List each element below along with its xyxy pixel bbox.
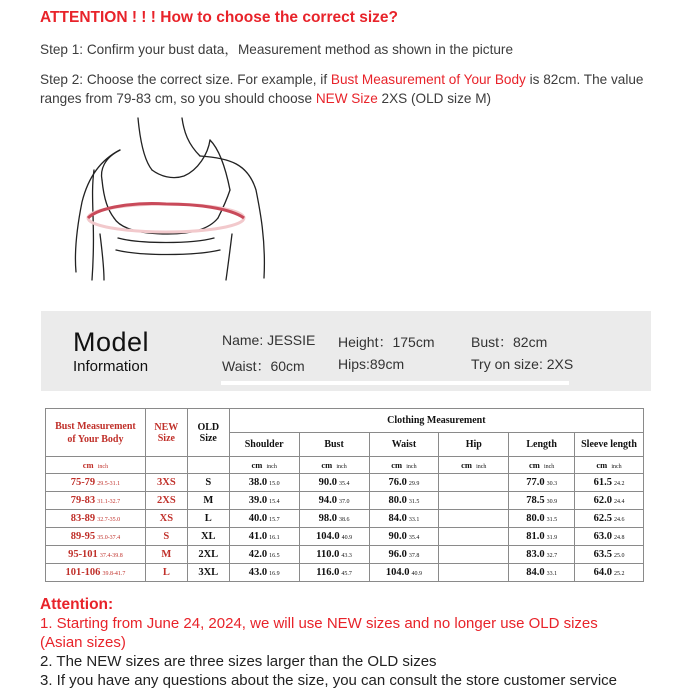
sleeve-inch: 24.4 [613,499,625,505]
range-value: 75-79 [70,477,96,488]
header-waist: Waist [369,433,439,457]
sleeve-cell [575,528,644,546]
header-hip: Hip [439,433,509,457]
bust-value: 116.0 [316,567,340,578]
sleeve-value: 62.5 [593,513,612,524]
range-inch: 32.7-35.0 [97,517,121,523]
new-size-value: S [163,531,170,542]
table-row [46,492,644,510]
table-row [46,528,644,546]
sleeve-cell [575,510,644,528]
shoulder-cell [229,474,299,492]
step-2-text [40,70,643,108]
bust-cell [299,492,369,510]
waist-cell [369,492,439,510]
old-size-cell [187,546,229,564]
sleeve-inch: 24.6 [613,517,625,523]
waist-value: 76.0 [388,477,407,488]
header-bust-measurement: Bust Measurement of Your Body [46,409,146,457]
new-size-cell [145,528,187,546]
shoulder-inch: 15.0 [269,481,280,487]
model-name: Name: JESSIE [222,332,316,348]
range-inch: 35.0-37.4 [97,535,121,541]
waist-value: 96.0 [388,549,407,560]
waist-inch: 35.4 [408,535,420,541]
header-bust: Bust [299,433,369,457]
step-1-text: Step 1: Confirm your bust data，Measurement method as shown in the picture [40,42,514,57]
waist-inch: 29.9 [408,481,420,487]
shoulder-value: 42.0 [248,549,268,560]
shoulder-inch: 16.1 [269,535,280,541]
sleeve-value: 64.0 [593,567,612,578]
waist-cell [369,546,439,564]
range-inch: 39.8-41.7 [102,571,126,577]
hip-cell [439,474,509,492]
sleeve-cell [575,564,644,582]
header-old-size-label: OLD Size [197,421,220,444]
new-size-cell [145,564,187,582]
waist-value: 80.0 [388,495,407,506]
unit-inch: inch [97,464,109,470]
shoulder-inch: 15.4 [269,499,280,505]
length-inch: 32.7 [546,553,558,559]
attention-item-1: 1. Starting from June 24, 2024, we will use NEW sizes and no longer use OLD sizes [40,615,598,632]
range-value: 95-101 [68,549,98,560]
length-value: 81.0 [526,531,545,542]
unit-cell [46,457,146,474]
hip-cell [439,510,509,528]
attention-item-1-cont: (Asian sizes) [40,634,126,651]
range-cell [46,510,146,528]
length-inch: 30.3 [546,481,558,487]
range-cell [46,528,146,546]
range-value: 89-95 [70,531,96,542]
length-cell [509,510,575,528]
bust-inch: 45.7 [341,571,352,577]
bust-value: 98.0 [318,513,337,524]
old-size-cell [187,564,229,582]
step-2-part: Step 2: Choose the correct size. For example, if [40,72,331,87]
header-shoulder: Shoulder [229,433,299,457]
new-size-cell [145,546,187,564]
waist-cell [369,528,439,546]
length-cell [509,474,575,492]
hip-cell [439,528,509,546]
shoulder-value: 39.0 [248,495,268,506]
model-subtitle: Information [73,358,149,375]
length-value: 83.0 [526,549,545,560]
sleeve-inch: 24.8 [613,535,625,541]
waist-value: 90.0 [388,531,407,542]
model-waist: Waist：60cm [222,358,305,374]
new-size-cell [145,474,187,492]
range-cell [46,492,146,510]
new-size-cell [145,510,187,528]
waist-inch: 40.9 [411,571,422,577]
bust-inch: 38.6 [339,517,350,523]
sleeve-value: 61.5 [593,477,612,488]
new-size-value: XS [159,513,174,524]
attention-title: Attention: [40,596,114,613]
waist-inch: 37.8 [408,553,420,559]
model-bust: Bust：82cm [471,334,548,350]
unit-inch: inch [266,464,277,470]
length-inch: 33.1 [546,571,558,577]
length-value: 80.0 [526,513,545,524]
unit-cell [369,457,439,474]
range-inch: 37.4-39.8 [99,553,123,559]
header-sleeve-length: Sleeve length [575,433,644,457]
sleeve-cell [575,492,644,510]
size-table [45,408,644,582]
unit-cell [229,457,299,474]
bust-cell [299,546,369,564]
shoulder-value: 41.0 [248,531,268,542]
old-size-value: 3XL [198,567,219,578]
old-size-cell [187,492,229,510]
range-inch: 31.1-32.7 [97,499,121,505]
length-inch: 30.9 [546,499,558,505]
header-new-size [145,409,187,457]
sleeve-inch: 25.0 [613,553,625,559]
table-row [46,510,644,528]
range-cell [46,564,146,582]
unit-cell [439,457,509,474]
bust-value: 90.0 [318,477,337,488]
length-value: 78.5 [526,495,545,506]
old-size-cell [187,510,229,528]
old-size-value: M [203,495,214,506]
sleeve-value: 62.0 [593,495,612,506]
bust-measurement-illustration [60,110,300,290]
length-cell [509,564,575,582]
length-value: 77.0 [526,477,545,488]
hip-cell [439,492,509,510]
hip-cell [439,546,509,564]
range-cell [46,474,146,492]
old-size-value: 2XL [198,549,219,560]
unit-cell [575,457,644,474]
step-2-highlight: NEW Size [315,91,378,106]
shoulder-cell [229,510,299,528]
bust-cell [299,510,369,528]
hip-cell [439,564,509,582]
table-row [46,474,644,492]
unit-cm: cm [82,460,94,470]
shoulder-value: 40.0 [248,513,268,524]
header-length: Length [509,433,575,457]
unit-cm: cm [596,460,608,470]
shoulder-inch: 15.7 [269,517,280,523]
tape-front [88,204,244,218]
old-size-value: L [204,513,212,524]
attention-item-2: 2. The NEW sizes are three sizes larger than the OLD sizes [40,653,437,670]
unit-cell [145,457,187,474]
unit-cm: cm [321,460,333,470]
waist-inch: 33.1 [408,517,420,523]
shoulder-inch: 16.5 [269,553,280,559]
old-size-cell [187,528,229,546]
bust-value: 110.0 [316,549,340,560]
range-value: 79-83 [70,495,96,506]
bust-inch: 37.0 [339,499,350,505]
bust-inch: 40.9 [341,535,353,541]
bust-cell [299,528,369,546]
step-2-part: 2XS (OLD size M) [377,91,492,106]
waist-inch: 31.5 [408,499,420,505]
header-clothing-measurement: Clothing Measurement [229,409,643,433]
old-size-value: S [205,477,212,488]
bust-value: 94.0 [318,495,337,506]
bust-inch: 35.4 [339,481,350,487]
header-new-size-label: NEW Size [154,421,179,444]
waist-cell [369,510,439,528]
header-old-size [187,409,229,457]
bust-cell [299,474,369,492]
unit-cm: cm [251,460,263,470]
range-value: 83-89 [70,513,96,524]
waist-value: 84.0 [388,513,407,524]
divider [221,381,569,385]
unit-inch: inch [336,464,347,470]
length-inch: 31.5 [546,517,558,523]
waist-cell [369,474,439,492]
shoulder-cell [229,546,299,564]
range-cell [46,546,146,564]
new-size-value: L [162,567,170,578]
shoulder-cell [229,564,299,582]
length-value: 84.0 [526,567,545,578]
unit-inch: inch [406,464,417,470]
unit-cm: cm [528,460,540,470]
table-row [46,546,644,564]
unit-cell [187,457,229,474]
page-title: ATTENTION ! ! ! How to choose the correct size? [40,9,398,26]
shoulder-value: 38.0 [248,477,268,488]
model-hips: Hips:89cm [338,356,405,372]
unit-inch: inch [543,464,555,470]
sleeve-inch: 25.2 [613,571,625,577]
shoulder-value: 43.0 [248,567,268,578]
shoulder-cell [229,528,299,546]
model-try-on: Try on size: 2XS [471,356,574,372]
unit-inch: inch [611,464,622,470]
unit-row [46,457,644,474]
shoulder-cell [229,492,299,510]
sleeve-cell [575,474,644,492]
new-size-cell [145,492,187,510]
waist-value: 104.0 [385,567,410,578]
step-2-highlight: Bust Measurement of Your Body [330,72,526,87]
new-size-value: M [161,549,172,560]
range-value: 101-106 [65,567,101,578]
unit-inch: inch [476,464,487,470]
sleeve-cell [575,546,644,564]
length-cell [509,546,575,564]
attention-item-3: 3. If you have any questions about the size, you can consult the store customer service [40,672,617,689]
step-2-part: ranges from 79-83 cm, so you should choose [40,91,316,106]
new-size-value: 3XS [157,477,176,488]
unit-cell [299,457,369,474]
shoulder-inch: 16.9 [269,571,280,577]
unit-cm: cm [391,460,403,470]
length-cell [509,492,575,510]
length-cell [509,528,575,546]
range-inch: 29.5-31.1 [97,481,121,487]
old-size-value: XL [200,531,216,542]
bust-inch: 43.3 [341,553,352,559]
sleeve-value: 63.5 [593,549,612,560]
model-title: Model [73,327,150,357]
unit-cm: cm [461,460,472,470]
table-row [46,564,644,582]
model-height: Height：175cm [338,334,435,350]
unit-cell [509,457,575,474]
bust-cell [299,564,369,582]
length-inch: 31.9 [546,535,558,541]
sleeve-value: 63.0 [593,531,612,542]
new-size-value: 2XS [157,495,176,506]
step-2-part: is 82cm. The value [525,72,644,87]
sleeve-inch: 24.2 [613,481,625,487]
old-size-cell [187,474,229,492]
waist-cell [369,564,439,582]
bust-value: 104.0 [316,531,340,542]
